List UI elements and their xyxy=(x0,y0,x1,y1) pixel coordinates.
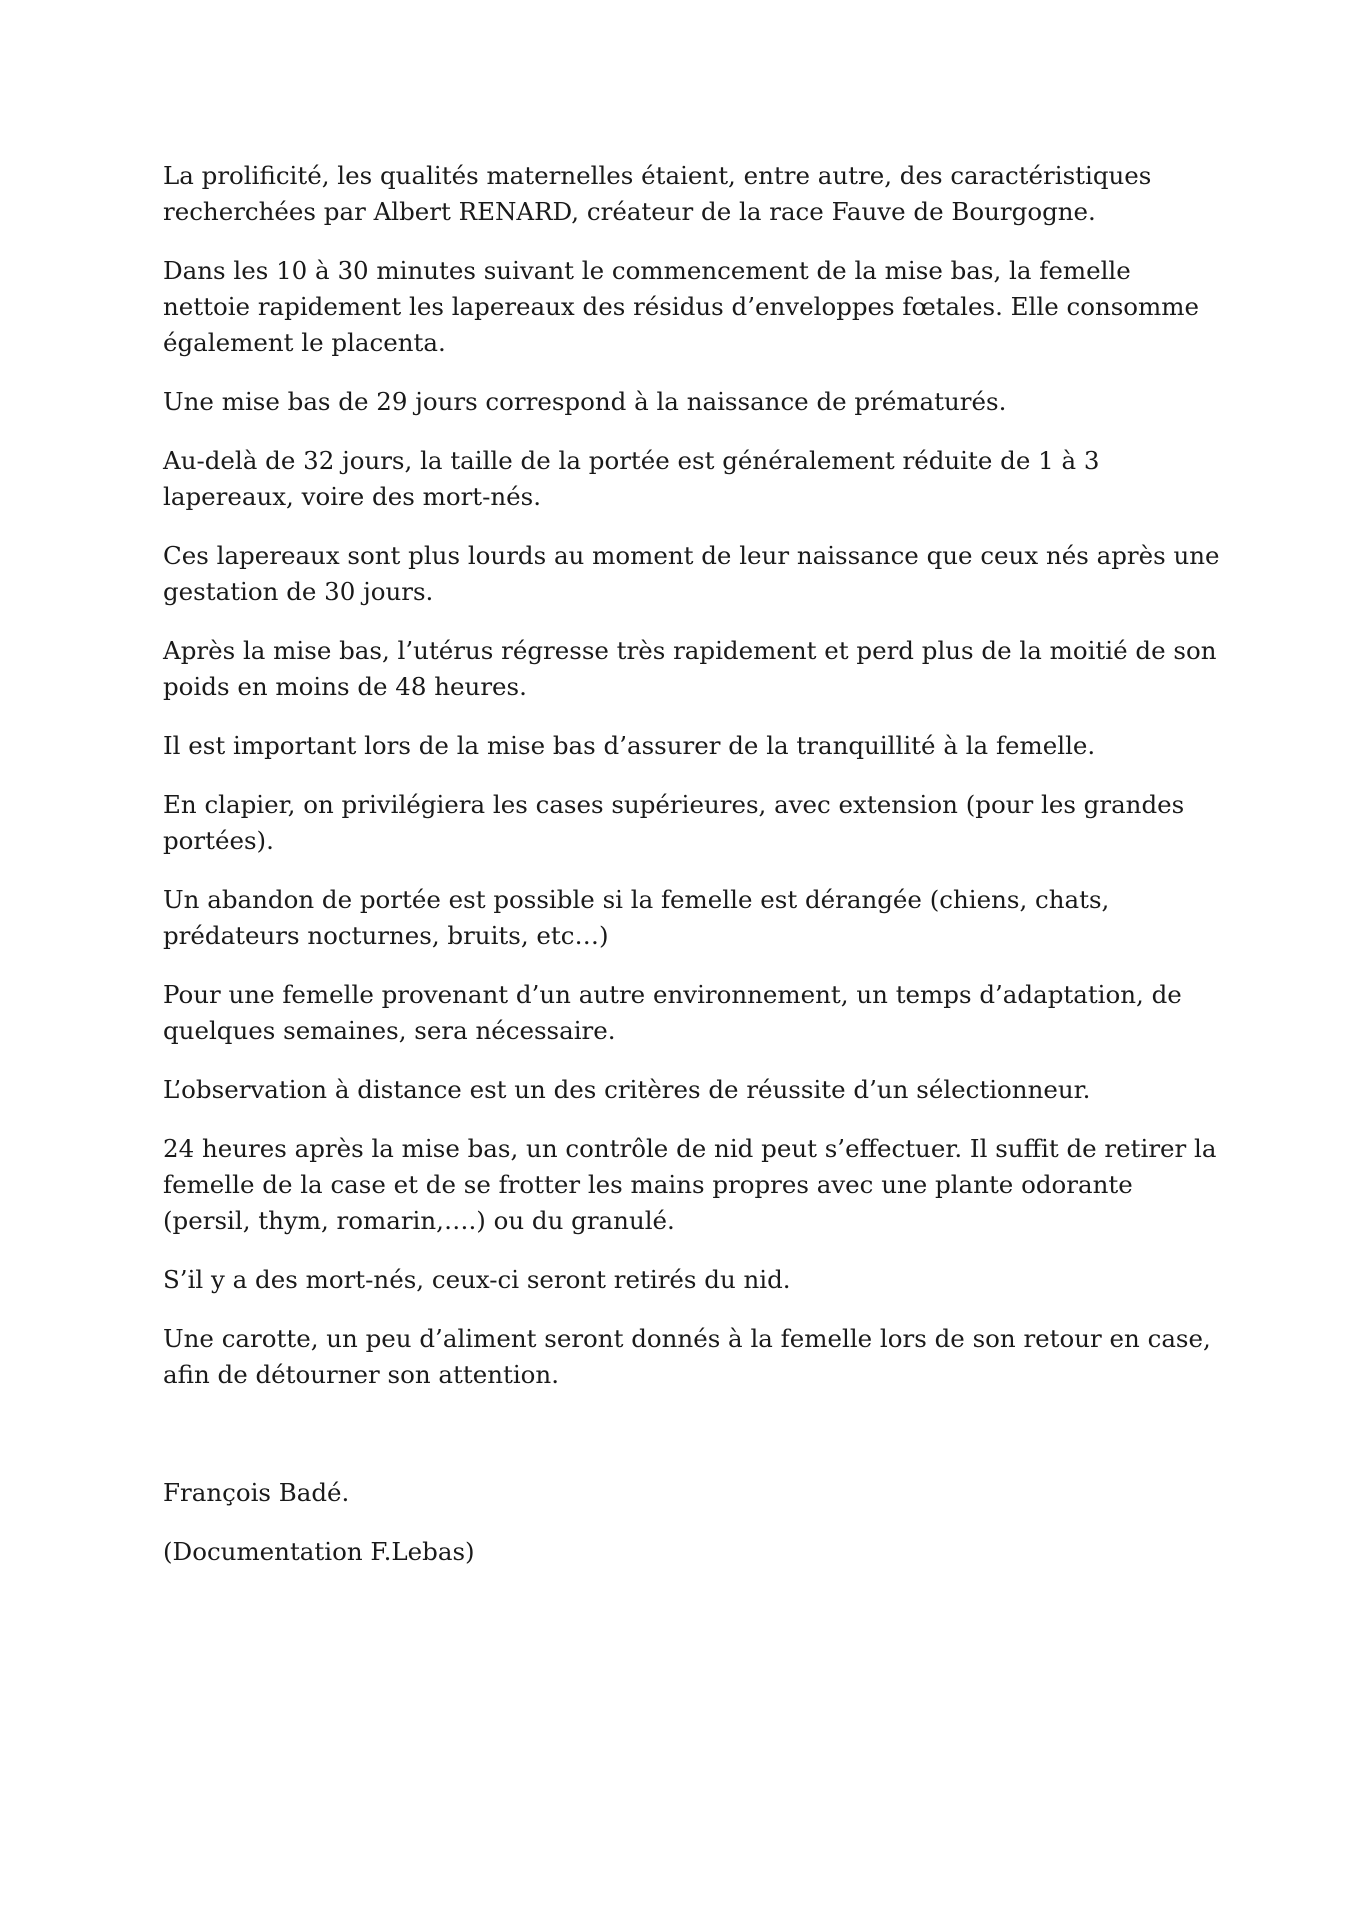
paragraph-14: Une carotte, un peu d’aliment seront donnés à la femelle lors de son retour en case, afin de détourner son attention. xyxy=(163,1324,1211,1389)
source-note: (Documentation F.Lebas) xyxy=(163,1537,475,1566)
paragraph-13: S’il y a des mort-nés, ceux-ci seront retirés du nid. xyxy=(163,1265,791,1294)
signature-block xyxy=(163,1475,1223,1570)
paragraph-11: L’observation à distance est un des critères de réussite d’un sélectionneur. xyxy=(163,1075,1091,1104)
paragraph-3: Une mise bas de 29 jours correspond à la naissance de prématurés. xyxy=(163,387,1007,416)
paragraph-7: Il est important lors de la mise bas d’assurer de la tranquillité à la femelle. xyxy=(163,731,1096,760)
paragraph-2: Dans les 10 à 30 minutes suivant le commencement de la mise bas, la femelle nettoie rapidement les lapereaux des résidus d’enveloppes fœtales. Elle consomme également le placenta. xyxy=(163,256,1200,357)
paragraph-12: 24 heures après la mise bas, un contrôle de nid peut s’effectuer. Il suffit de retirer la femelle de la case et de se frotter les mains propres avec une plante odorante (persil, thym, romarin,….) ou du granulé. xyxy=(163,1134,1217,1235)
document-body xyxy=(163,158,1223,1593)
paragraph-6: Après la mise bas, l’utérus régresse très rapidement et perd plus de la moitié de son poids en moins de 48 heures. xyxy=(163,636,1217,701)
paragraph-9: Un abandon de portée est possible si la femelle est dérangée (chiens, chats, prédateurs nocturnes, bruits, etc…) xyxy=(163,885,1110,950)
paragraph-10: Pour une femelle provenant d’un autre environnement, un temps d’adaptation, de quelques semaines, sera nécessaire. xyxy=(163,980,1182,1045)
paragraph-8: En clapier, on privilégiera les cases supérieures, avec extension (pour les grandes portées). xyxy=(163,790,1185,855)
paragraph-4: Au-delà de 32 jours, la taille de la portée est généralement réduite de 1 à 3 lapereaux, voire des mort-nés. xyxy=(163,446,1100,511)
paragraph-5: Ces lapereaux sont plus lourds au moment de leur naissance que ceux nés après une gestation de 30 jours. xyxy=(163,541,1220,606)
paragraph-1: La prolificité, les qualités maternelles étaient, entre autre, des caractéristiques recherchées par Albert RENARD, créateur de la race Fauve de Bourgogne. xyxy=(163,161,1152,226)
author-name: François Badé. xyxy=(163,1478,350,1507)
